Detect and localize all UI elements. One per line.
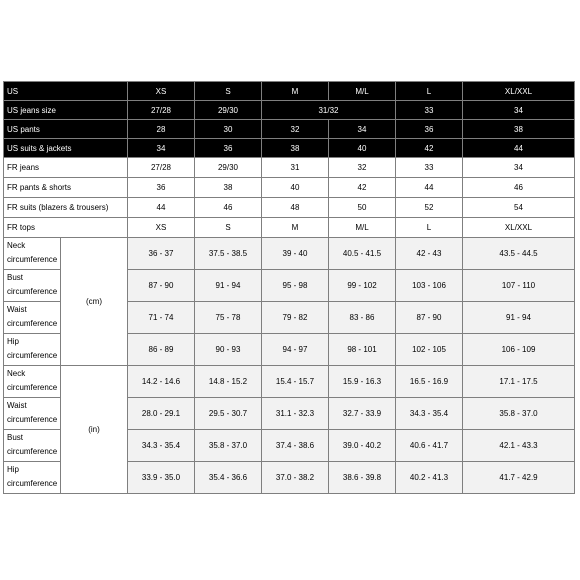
fr-tops-cell: L bbox=[396, 218, 463, 238]
measurement-cell: 43.5 - 44.5 bbox=[463, 238, 575, 270]
us-suits-cell: 44 bbox=[463, 139, 575, 158]
measurement-cell: 14.8 - 15.2 bbox=[195, 366, 262, 398]
measurement-cell: 16.5 - 16.9 bbox=[396, 366, 463, 398]
size-header-cell: M/L bbox=[329, 82, 396, 101]
fr-suits-label: FR suits (blazers & trousers) bbox=[4, 198, 128, 218]
measurement-cell: 99 - 102 bbox=[329, 270, 396, 302]
size-header-cell: S bbox=[195, 82, 262, 101]
fr-tops-cell: M bbox=[262, 218, 329, 238]
measurement-cell: 90 - 93 bbox=[195, 334, 262, 366]
measurement-cell: 38.6 - 39.8 bbox=[329, 462, 396, 494]
measurement-cell: 28.0 - 29.1 bbox=[128, 398, 195, 430]
measurement-cell: 32.7 - 33.9 bbox=[329, 398, 396, 430]
in-neck-row bbox=[4, 366, 575, 398]
measurement-cell: 39 - 40 bbox=[262, 238, 329, 270]
us-jeans-cell: 29/30 bbox=[195, 101, 262, 120]
unit-in-label: (in) bbox=[61, 366, 128, 494]
fr-tops-row bbox=[4, 218, 575, 238]
us-suits-cell: 36 bbox=[195, 139, 262, 158]
fr-suits-cell: 54 bbox=[463, 198, 575, 218]
us-size-row bbox=[4, 82, 575, 101]
fr-jeans-row bbox=[4, 158, 575, 178]
measurement-cell: 79 - 82 bbox=[262, 302, 329, 334]
measurement-cell: 35.8 - 37.0 bbox=[195, 430, 262, 462]
measurement-cell: 37.4 - 38.6 bbox=[262, 430, 329, 462]
measurement-cell: 35.4 - 36.6 bbox=[195, 462, 262, 494]
measurement-cell: 41.7 - 42.9 bbox=[463, 462, 575, 494]
measurement-cell: 15.4 - 15.7 bbox=[262, 366, 329, 398]
fr-tops-cell: S bbox=[195, 218, 262, 238]
us-jeans-cell: 33 bbox=[396, 101, 463, 120]
measurement-cell: 15.9 - 16.3 bbox=[329, 366, 396, 398]
us-suits-cell: 40 bbox=[329, 139, 396, 158]
us-pants-cell: 32 bbox=[262, 120, 329, 139]
unit-cm-label: (cm) bbox=[61, 238, 128, 366]
measurement-cell: 86 - 89 bbox=[128, 334, 195, 366]
us-suits-cell: 38 bbox=[262, 139, 329, 158]
measurement-cell: 39.0 - 40.2 bbox=[329, 430, 396, 462]
fr-tops-label: FR tops bbox=[4, 218, 128, 238]
us-jeans-cell: 31/32 bbox=[262, 101, 396, 120]
fr-jeans-cell: 27/28 bbox=[128, 158, 195, 178]
measurement-cell: 83 - 86 bbox=[329, 302, 396, 334]
measurement-cell: 17.1 - 17.5 bbox=[463, 366, 575, 398]
fr-jeans-cell: 29/30 bbox=[195, 158, 262, 178]
measurement-cell: 40.5 - 41.5 bbox=[329, 238, 396, 270]
measurement-cell: 36 - 37 bbox=[128, 238, 195, 270]
measurement-cell: 29.5 - 30.7 bbox=[195, 398, 262, 430]
measurement-cell: 14.2 - 14.6 bbox=[128, 366, 195, 398]
fr-jeans-cell: 34 bbox=[463, 158, 575, 178]
fr-suits-row bbox=[4, 198, 575, 218]
fr-pants-cell: 46 bbox=[463, 178, 575, 198]
measurement-label: Bust circumference bbox=[4, 270, 61, 302]
measurement-cell: 94 - 97 bbox=[262, 334, 329, 366]
us-pants-cell: 34 bbox=[329, 120, 396, 139]
measurement-cell: 34.3 - 35.4 bbox=[396, 398, 463, 430]
us-pants-cell: 36 bbox=[396, 120, 463, 139]
measurement-cell: 91 - 94 bbox=[463, 302, 575, 334]
fr-pants-cell: 40 bbox=[262, 178, 329, 198]
measurement-cell: 33.9 - 35.0 bbox=[128, 462, 195, 494]
measurement-cell: 87 - 90 bbox=[396, 302, 463, 334]
fr-suits-cell: 50 bbox=[329, 198, 396, 218]
measurement-cell: 42 - 43 bbox=[396, 238, 463, 270]
measurement-cell: 71 - 74 bbox=[128, 302, 195, 334]
us-pants-row bbox=[4, 120, 575, 139]
measurement-cell: 31.1 - 32.3 bbox=[262, 398, 329, 430]
measurement-cell: 107 - 110 bbox=[463, 270, 575, 302]
measurement-cell: 35.8 - 37.0 bbox=[463, 398, 575, 430]
us-jeans-cell: 27/28 bbox=[128, 101, 195, 120]
us-pants-cell: 38 bbox=[463, 120, 575, 139]
measurement-cell: 34.3 - 35.4 bbox=[128, 430, 195, 462]
fr-jeans-cell: 33 bbox=[396, 158, 463, 178]
measurement-cell: 42.1 - 43.3 bbox=[463, 430, 575, 462]
measurement-label: Bust circumference bbox=[4, 430, 61, 462]
measurement-cell: 95 - 98 bbox=[262, 270, 329, 302]
fr-suits-cell: 44 bbox=[128, 198, 195, 218]
measurement-cell: 106 - 109 bbox=[463, 334, 575, 366]
us-pants-cell: 30 bbox=[195, 120, 262, 139]
us-jeans-row bbox=[4, 101, 575, 120]
size-header-cell: XS bbox=[128, 82, 195, 101]
measurement-cell: 91 - 94 bbox=[195, 270, 262, 302]
fr-pants-cell: 44 bbox=[396, 178, 463, 198]
fr-tops-cell: XL/XXL bbox=[463, 218, 575, 238]
measurement-cell: 75 - 78 bbox=[195, 302, 262, 334]
size-header-cell: XL/XXL bbox=[463, 82, 575, 101]
measurement-label: Neck circumference bbox=[4, 366, 61, 398]
fr-pants-row bbox=[4, 178, 575, 198]
measurement-cell: 37.0 - 38.2 bbox=[262, 462, 329, 494]
measurement-cell: 87 - 90 bbox=[128, 270, 195, 302]
size-header-cell: M bbox=[262, 82, 329, 101]
us-jeans-label: US jeans size bbox=[4, 101, 128, 120]
us-suits-row bbox=[4, 139, 575, 158]
measurement-cell: 37.5 - 38.5 bbox=[195, 238, 262, 270]
us-jeans-cell: 34 bbox=[463, 101, 575, 120]
us-suits-cell: 34 bbox=[128, 139, 195, 158]
us-pants-label: US pants bbox=[4, 120, 128, 139]
us-suits-cell: 42 bbox=[396, 139, 463, 158]
measurement-label: Hip circumference bbox=[4, 462, 61, 494]
measurement-label: Neck circumference bbox=[4, 238, 61, 270]
measurement-label: Waist circumference bbox=[4, 398, 61, 430]
size-chart-table bbox=[3, 81, 575, 494]
fr-pants-cell: 38 bbox=[195, 178, 262, 198]
fr-tops-cell: M/L bbox=[329, 218, 396, 238]
fr-pants-cell: 36 bbox=[128, 178, 195, 198]
us-label: US bbox=[4, 82, 128, 101]
fr-suits-cell: 52 bbox=[396, 198, 463, 218]
size-header-cell: L bbox=[396, 82, 463, 101]
measurement-cell: 40.6 - 41.7 bbox=[396, 430, 463, 462]
fr-jeans-cell: 31 bbox=[262, 158, 329, 178]
fr-suits-cell: 46 bbox=[195, 198, 262, 218]
fr-jeans-label: FR jeans bbox=[4, 158, 128, 178]
fr-jeans-cell: 32 bbox=[329, 158, 396, 178]
fr-suits-cell: 48 bbox=[262, 198, 329, 218]
fr-tops-cell: XS bbox=[128, 218, 195, 238]
measurement-cell: 102 - 105 bbox=[396, 334, 463, 366]
cm-neck-row bbox=[4, 238, 575, 270]
measurement-cell: 103 - 106 bbox=[396, 270, 463, 302]
measurement-cell: 40.2 - 41.3 bbox=[396, 462, 463, 494]
measurement-cell: 98 - 101 bbox=[329, 334, 396, 366]
us-pants-cell: 28 bbox=[128, 120, 195, 139]
fr-pants-label: FR pants & shorts bbox=[4, 178, 128, 198]
us-suits-label: US suits & jackets bbox=[4, 139, 128, 158]
fr-pants-cell: 42 bbox=[329, 178, 396, 198]
measurement-label: Hip circumference bbox=[4, 334, 61, 366]
measurement-label: Waist circumference bbox=[4, 302, 61, 334]
